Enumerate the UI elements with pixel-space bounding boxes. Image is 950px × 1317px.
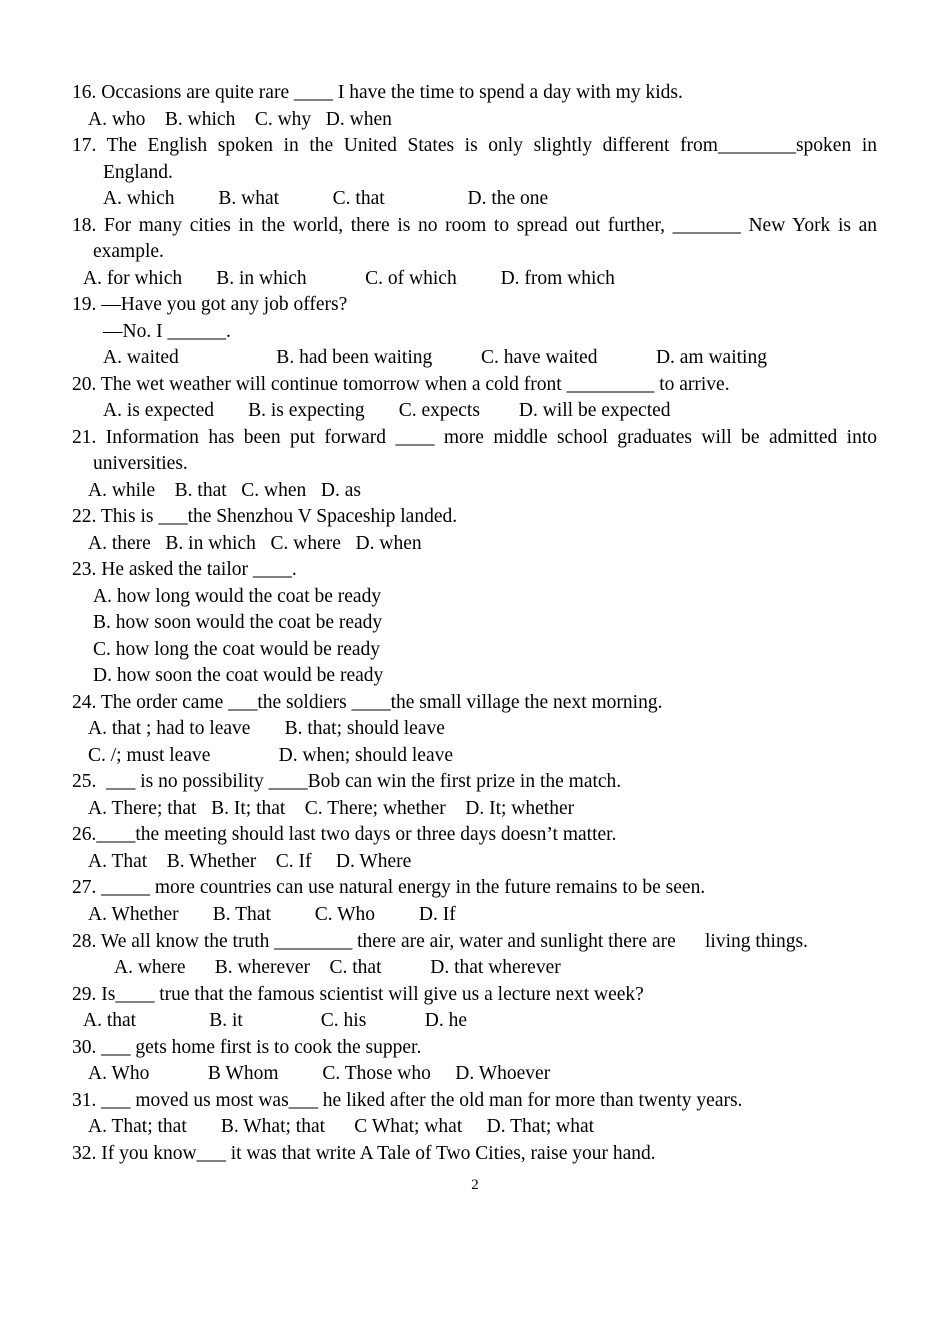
question-17: 17. The English spoken in the United States is only slightly different from________spoken in (72, 135, 877, 156)
options-26: A. That B. Whether C. If D. Where (88, 851, 412, 872)
question-19: 19. —Have you got any job offers? (72, 294, 348, 315)
options-18: A. for which B. in which C. of which D. from which (83, 268, 615, 289)
question-30: 30. ___ gets home first is to cook the supper. (72, 1037, 422, 1058)
options-24-row1: A. that ; had to leave B. that; should leave (88, 718, 445, 739)
question-19-reply: —No. I ______. (103, 321, 231, 342)
question-26: 26.____the meeting should last two days or three days doesn’t matter. (72, 824, 617, 845)
options-29: A. that B. it C. his D. he (83, 1010, 468, 1031)
question-20: 20. The wet weather will continue tomorrow when a cold front _________ to arrive. (72, 374, 730, 395)
question-23: 23. He asked the tailor ____. (72, 559, 297, 580)
options-28: A. where B. wherever C. that D. that wherever (114, 957, 561, 978)
question-16: 16. Occasions are quite rare ____ I have the time to spend a day with my kids. (72, 82, 683, 103)
options-31: A. That; that B. What; that C What; what D. That; what (88, 1116, 595, 1137)
question-17-continued: England. (103, 162, 173, 183)
question-29: 29. Is____ true that the famous scientist will give us a lecture next week? (72, 984, 644, 1005)
options-19: A. waited B. had been waiting C. have waited D. am waiting (103, 347, 767, 368)
option-23-d: D. how soon the coat would be ready (93, 665, 384, 686)
options-30: A. Who B Whom C. Those who D. Whoever (88, 1063, 551, 1084)
question-24: 24. The order came ___the soldiers ____the small village the next morning. (72, 692, 663, 713)
question-22: 22. This is ___the Shenzhou V Spaceship landed. (72, 506, 458, 527)
options-21: A. while B. that C. when D. as (88, 480, 361, 501)
question-25: 25. ___ is no possibility ____Bob can win the first prize in the match. (72, 771, 622, 792)
question-18-continued: example. (93, 241, 164, 262)
question-32: 32. If you know___ it was that write A Tale of Two Cities, raise your hand. (72, 1143, 656, 1164)
question-31: 31. ___ moved us most was___ he liked after the old man for more than twenty years. (72, 1090, 743, 1111)
question-21-continued: universities. (93, 453, 188, 474)
option-23-c: C. how long the coat would be ready (93, 639, 381, 660)
question-18: 18. For many cities in the world, there is no room to spread out further, _______ New York is an (72, 215, 877, 236)
options-20: A. is expected B. is expecting C. expects D. will be expected (103, 400, 671, 421)
question-21: 21. Information has been put forward ____ more middle school graduates will be admitted into (72, 427, 877, 448)
question-28: 28. We all know the truth ________ there are air, water and sunlight there are living things. (72, 931, 808, 952)
page-number: 2 (471, 1177, 479, 1193)
options-27: A. Whether B. That C. Who D. If (88, 904, 456, 925)
options-17: A. which B. what C. that D. the one (103, 188, 549, 209)
options-25: A. There; that B. It; that C. There; whether D. It; whether (88, 798, 575, 819)
options-16: A. who B. which C. why D. when (88, 109, 392, 130)
options-22: A. there B. in which C. where D. when (88, 533, 422, 554)
option-23-a: A. how long would the coat be ready (93, 586, 382, 607)
options-24-row2: C. /; must leave D. when; should leave (88, 745, 454, 766)
question-27: 27. _____ more countries can use natural energy in the future remains to be seen. (72, 877, 706, 898)
option-23-b: B. how soon would the coat be ready (93, 612, 383, 633)
